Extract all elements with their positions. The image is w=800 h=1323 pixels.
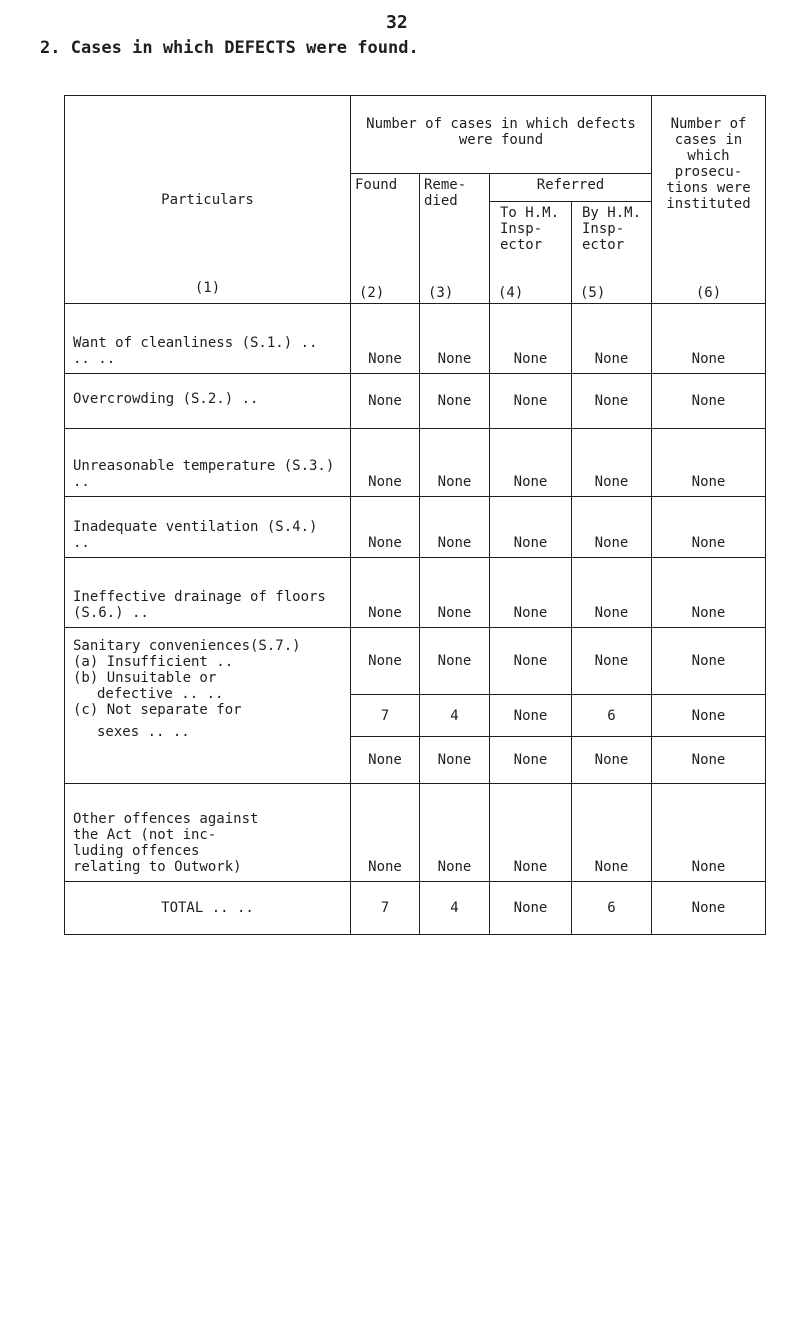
cell-to-hm: None	[490, 429, 572, 497]
cell-remedied: None	[420, 429, 490, 497]
cell-to-hm: None	[490, 737, 572, 784]
header-remedied	[420, 174, 490, 304]
header-prosecutions-label: Number of cases in which prosecu-tions were instituted	[666, 116, 751, 212]
total-prosecutions: None	[652, 882, 766, 935]
defects-table	[64, 95, 766, 935]
cell-to-hm: None	[490, 304, 572, 374]
cell-remedied: None	[420, 497, 490, 558]
total-row	[65, 882, 766, 935]
sanitary-a-label: (a) Insufficient ..	[73, 654, 234, 670]
cell-by-hm: None	[572, 784, 652, 882]
cell-prosecutions: None	[652, 784, 766, 882]
cell-by-hm: None	[572, 374, 652, 429]
header-particulars	[65, 96, 351, 304]
header-number-of-cases: Number of cases in which defects were found	[351, 96, 652, 174]
cell-remedied: None	[420, 558, 490, 628]
header-col2-number: (2)	[359, 285, 385, 301]
header-col3-number: (3)	[428, 285, 454, 301]
cell-prosecutions: None	[652, 304, 766, 374]
table-row	[65, 374, 766, 429]
sanitary-c-label-cont: sexes .. ..	[97, 724, 190, 740]
row-label: Want of cleanliness (S.1.) .. .. ..	[65, 304, 351, 374]
cell-by-hm: None	[572, 628, 652, 695]
cell-to-hm: None	[490, 497, 572, 558]
total-label: TOTAL .. ..	[65, 882, 351, 935]
row-label: Inadequate ventilation (S.4.) ..	[65, 497, 351, 558]
cell-by-hm: None	[572, 558, 652, 628]
cell-prosecutions: None	[652, 628, 766, 695]
cell-remedied: 4	[420, 695, 490, 737]
table-row	[65, 628, 766, 695]
other-label-line2: the Act (not inc-	[73, 827, 217, 843]
cell-by-hm: None	[572, 429, 652, 497]
cell-to-hm: None	[490, 558, 572, 628]
total-remedied: 4	[420, 882, 490, 935]
header-to-hm-label: To H.M. Insp-ector	[500, 205, 560, 253]
header-col1-number: (1)	[194, 280, 221, 296]
page-number: 32	[386, 12, 408, 33]
total-to-hm: None	[490, 882, 572, 935]
cell-prosecutions: None	[652, 374, 766, 429]
cell-by-hm: None	[572, 304, 652, 374]
cell-prosecutions: None	[652, 737, 766, 784]
header-col5-number: (5)	[580, 285, 606, 301]
cell-remedied: None	[420, 374, 490, 429]
table-row	[65, 784, 766, 882]
other-label-line1: Other offences against	[73, 811, 259, 827]
cell-found: None	[351, 737, 420, 784]
cell-by-hm: 6	[572, 695, 652, 737]
cell-found: None	[351, 628, 420, 695]
cell-remedied: None	[420, 628, 490, 695]
row-label: Unreasonable temperature (S.3.) ..	[65, 429, 351, 497]
table-row	[65, 304, 766, 374]
header-found-label: Found	[355, 177, 398, 193]
header-by-hm-inspector	[572, 202, 652, 304]
header-to-hm-inspector	[490, 202, 572, 304]
cell-remedied: None	[420, 784, 490, 882]
header-col4-number: (4)	[498, 285, 524, 301]
cell-by-hm: None	[572, 497, 652, 558]
cell-found: 7	[351, 695, 420, 737]
cell-found: None	[351, 497, 420, 558]
cell-found: None	[351, 304, 420, 374]
cell-to-hm: None	[490, 628, 572, 695]
header-remedied-label: Reme-died	[424, 177, 467, 209]
cell-found: None	[351, 784, 420, 882]
sanitary-title: Sanitary conveniences(S.7.)	[73, 638, 301, 654]
sanitary-b-label-cont: defective .. ..	[97, 686, 224, 702]
header-found	[351, 174, 420, 304]
other-label-line4: relating to Outwork)	[73, 859, 242, 875]
cell-to-hm: None	[490, 374, 572, 429]
table-row	[65, 558, 766, 628]
cell-prosecutions: None	[652, 558, 766, 628]
cell-found: None	[351, 558, 420, 628]
cell-to-hm: None	[490, 784, 572, 882]
header-by-hm-label: By H.M. Insp-ector	[582, 205, 642, 253]
header-particulars-label: Particulars	[161, 192, 254, 208]
header-col6-number: (6)	[695, 285, 722, 301]
header-prosecutions	[652, 96, 766, 304]
total-found: 7	[351, 882, 420, 935]
other-label-line3: luding offences	[73, 843, 200, 859]
sanitary-c-label: (c) Not separate for	[73, 702, 242, 718]
cell-found: None	[351, 429, 420, 497]
page-heading: 2. Cases in which DEFECTS were found.	[40, 38, 419, 58]
cell-remedied: None	[420, 304, 490, 374]
cell-prosecutions: None	[652, 695, 766, 737]
table-row	[65, 497, 766, 558]
cell-found: None	[351, 374, 420, 429]
row-label: Ineffective drainage of floors (S.6.) ..	[65, 558, 351, 628]
total-by-hm: 6	[572, 882, 652, 935]
table-row	[65, 429, 766, 497]
sanitary-b-label: (b) Unsuitable or	[73, 670, 217, 686]
cell-prosecutions: None	[652, 497, 766, 558]
cell-to-hm: None	[490, 695, 572, 737]
cell-by-hm: None	[572, 737, 652, 784]
cell-remedied: None	[420, 737, 490, 784]
row-label: Overcrowding (S.2.) ..	[65, 374, 351, 429]
other-offences-label	[65, 784, 351, 882]
cell-prosecutions: None	[652, 429, 766, 497]
sanitary-conveniences-label	[65, 628, 351, 784]
header-referred: Referred	[490, 174, 652, 202]
